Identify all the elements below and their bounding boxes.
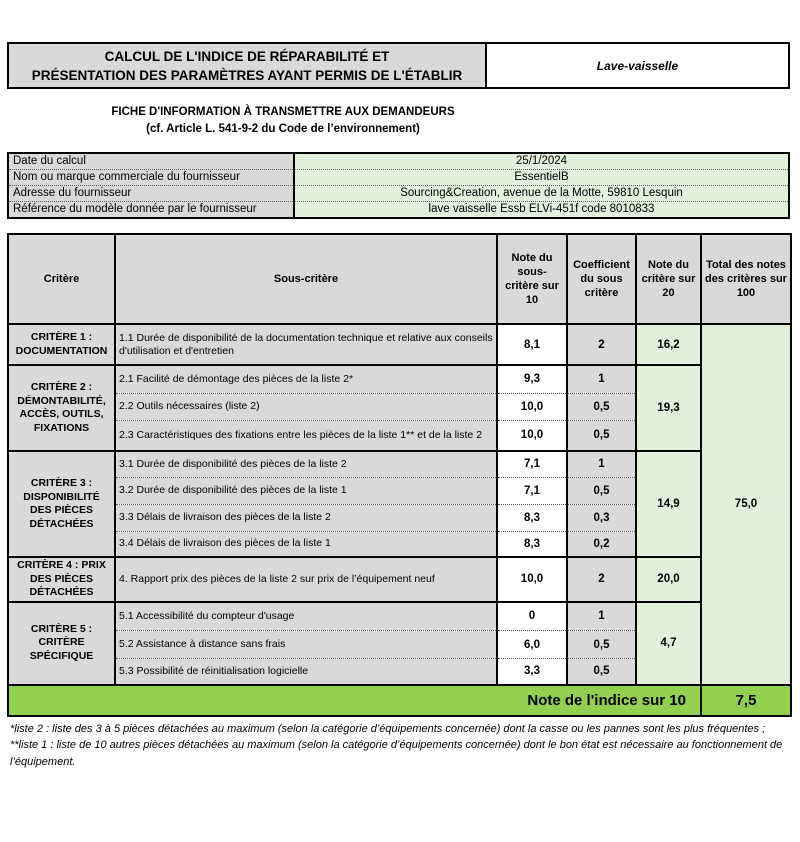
page-title-line1: CALCUL DE L'INDICE DE RÉPARABILITÉ ET [104, 48, 390, 64]
note-sub-cell: 8,1 [497, 324, 567, 365]
coefficient-cell: 0,5 [567, 631, 636, 659]
criterion-label-cell: CRITÈRE 1 : DOCUMENTATION [8, 324, 115, 365]
info-row-address [8, 186, 789, 202]
coefficient-cell: 0,3 [567, 504, 636, 531]
sub-criterion-cell: 3.3 Délais de livraison des pièces de la liste 2 [115, 504, 497, 531]
criterion2-row1 [8, 365, 791, 393]
note-sub-cell: 3,3 [497, 659, 567, 685]
sheet-subtitle [0, 104, 566, 138]
info-label-date: Date du calcul [8, 153, 294, 170]
note-sub-cell: 6,0 [497, 631, 567, 659]
note-sub-cell: 10,0 [497, 557, 567, 602]
info-value-brand: EssentielB [294, 170, 789, 186]
final-score-label: Note de l'indice sur 10 [8, 685, 701, 716]
coefficient-cell: 0,5 [567, 477, 636, 504]
coefficient-cell: 0,2 [567, 531, 636, 557]
criterion5-row1 [8, 602, 791, 631]
final-score-row [8, 685, 791, 716]
sub-criterion-cell: 3.1 Durée de disponibilité des pièces de la liste 2 [115, 451, 497, 477]
info-row-model [8, 202, 789, 219]
sub-criterion-cell: 2.3 Caractéristiques des fixations entre les pièces de la liste 1** et de la liste 2 [115, 420, 497, 451]
page-title-line2: PRÉSENTATION DES PARAMÈTRES AYANT PERMIS DE L'ÉTABLIR [31, 67, 463, 83]
subtitle-line2: (cf. Article L. 541-9-2 du Code de l’environnement) [146, 123, 420, 135]
col-header-note-sous-critere: Note du sous-critère sur 10 [497, 234, 567, 324]
coefficient-cell: 1 [567, 602, 636, 631]
criterion-label-cell: CRITÈRE 4 : PRIX DES PIÈCES DÉTACHÉES [8, 557, 115, 602]
note-sub-cell: 10,0 [497, 420, 567, 451]
sub-criterion-cell: 5.2 Assistance à distance sans frais [115, 631, 497, 659]
criteria-table [7, 233, 792, 717]
info-label-model: Référence du modèle donnée par le fournisseur [8, 202, 294, 219]
note-sub-cell: 0 [497, 602, 567, 631]
sub-criterion-cell: 3.2 Durée de disponibilité des pièces de la liste 1 [115, 477, 497, 504]
info-label-brand: Nom ou marque commerciale du fournisseur [8, 170, 294, 186]
product-category-box [487, 42, 790, 89]
coefficient-cell: 0,5 [567, 420, 636, 451]
sub-criterion-cell: 5.3 Possibilité de réinitialisation logicielle [115, 659, 497, 685]
sub-criterion-cell: 2.2 Outils nécessaires (liste 2) [115, 393, 497, 420]
note-sub-cell: 10,0 [497, 393, 567, 420]
criterion-note20-cell: 20,0 [636, 557, 701, 602]
coefficient-cell: 0,5 [567, 659, 636, 685]
criterion-note20-cell: 16,2 [636, 324, 701, 365]
criterion-label-cell: CRITÈRE 2 : DÉMONTABILITÉ, ACCÈS, OUTILS, FIXATIONS [8, 365, 115, 451]
note-sub-cell: 7,1 [497, 451, 567, 477]
col-header-total: Total des notes des critères sur 100 [701, 234, 791, 324]
criteria-table-header-row [8, 234, 791, 324]
info-row-date [8, 153, 789, 170]
sub-criterion-cell: 5.1 Accessibilité du compteur d'usage [115, 602, 497, 631]
sub-criterion-cell: 4. Rapport prix des pièces de la liste 2 sur prix de l’équipement neuf [115, 557, 497, 602]
criterion-note20-cell: 4,7 [636, 602, 701, 685]
col-header-critere: Critère [8, 234, 115, 324]
criterion-label-cell: CRITÈRE 5 : CRITÈRE SPÉCIFIQUE [8, 602, 115, 685]
footnote-liste1: **liste 1 : liste de 10 autres pièces détachées au maximum (selon la catégorie d’équipements concernée) dont le bon état est nécessaire au fonctionnement de l’équipement. [10, 739, 783, 768]
sheet-header [7, 42, 790, 89]
criterion-label-cell: CRITÈRE 3 : DISPONIBILITÉ DES PIÈCES DÉTACHÉES [8, 451, 115, 557]
col-header-sous-critere: Sous-critère [115, 234, 497, 324]
footnote-liste2: *liste 2 : liste des 3 à 5 pièces détachées au maximum (selon la catégorie d’équipements concernée) dont la casse ou les pannes sont les plus fréquentes ; [10, 722, 766, 735]
coefficient-cell: 0,5 [567, 393, 636, 420]
criterion1-row [8, 324, 791, 365]
sub-criterion-cell: 1.1 Durée de disponibilité de la documentation technique et relative aux conseils d'utilisation et d'entretien [115, 324, 497, 365]
info-value-address: Sourcing&Creation, avenue de la Motte, 59810 Lesquin [294, 186, 789, 202]
coefficient-cell: 2 [567, 557, 636, 602]
sub-criterion-cell: 2.1 Facilité de démontage des pièces de la liste 2* [115, 365, 497, 393]
info-row-brand [8, 170, 789, 186]
note-sub-cell: 8,3 [497, 504, 567, 531]
total-notes-cell: 75,0 [701, 324, 791, 685]
subtitle-line1: FICHE D'INFORMATION À TRANSMETTRE AUX DEMANDEURS [111, 106, 455, 118]
info-value-model: lave vaisselle Essb ELVi-451f code 8010833 [294, 202, 789, 219]
criterion4-row [8, 557, 791, 602]
final-score-value: 7,5 [701, 685, 791, 716]
footnotes [10, 721, 790, 771]
coefficient-cell: 1 [567, 365, 636, 393]
col-header-note-critere: Note du critère sur 20 [636, 234, 701, 324]
note-sub-cell: 9,3 [497, 365, 567, 393]
coefficient-cell: 2 [567, 324, 636, 365]
info-value-date: 25/1/2024 [294, 153, 789, 170]
coefficient-cell: 1 [567, 451, 636, 477]
repairability-sheet [0, 42, 800, 842]
product-category-label: Lave-vaisselle [596, 58, 679, 73]
col-header-coefficient: Coefficient du sous critère [567, 234, 636, 324]
supplier-info-table [7, 152, 790, 219]
page-title [7, 42, 487, 89]
note-sub-cell: 7,1 [497, 477, 567, 504]
note-sub-cell: 8,3 [497, 531, 567, 557]
info-label-address: Adresse du fournisseur [8, 186, 294, 202]
sub-criterion-cell: 3.4 Délais de livraison des pièces de la liste 1 [115, 531, 497, 557]
criterion-note20-cell: 14,9 [636, 451, 701, 557]
criterion3-row1 [8, 451, 791, 477]
criterion-note20-cell: 19,3 [636, 365, 701, 451]
